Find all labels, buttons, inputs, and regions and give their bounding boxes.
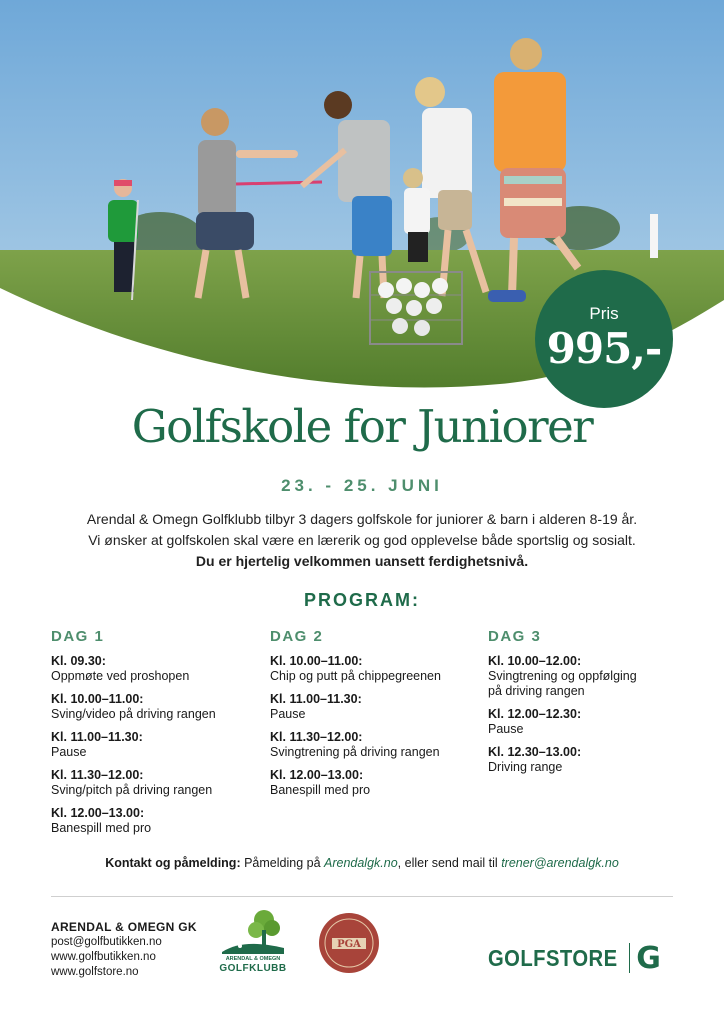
golfstore-divider bbox=[629, 943, 630, 973]
schedule-slot bbox=[488, 745, 698, 775]
schedule-slot bbox=[270, 692, 480, 722]
pga-seal-text: PGA bbox=[337, 939, 361, 950]
day-title: DAG 3 bbox=[488, 628, 542, 645]
day-title: DAG 1 bbox=[51, 628, 105, 645]
slot-time: Kl. 11.30–12.00: bbox=[51, 768, 144, 782]
footer-divider bbox=[51, 896, 673, 897]
slot-activity: Svingtrening på driving rangen bbox=[270, 745, 440, 759]
event-dates: 23. - 25. JUNI bbox=[281, 476, 443, 495]
slot-activity: Sving/pitch på driving rangen bbox=[51, 783, 213, 797]
slot-time: Kl. 11.00–11.30: bbox=[51, 730, 143, 744]
schedule-slot bbox=[51, 654, 261, 684]
tree-logo-icon bbox=[218, 908, 288, 958]
club-name: ARENDAL & OMEGN GK bbox=[51, 920, 197, 934]
schedule-slot bbox=[488, 654, 698, 699]
slot-activity: Pause bbox=[488, 722, 524, 736]
contact-text-1: Påmelding på bbox=[240, 856, 324, 870]
program-day-1 bbox=[51, 628, 261, 844]
slot-activity: Pause bbox=[270, 707, 306, 721]
slot-time: Kl. 10.00–12.00: bbox=[488, 654, 582, 668]
price-badge bbox=[535, 270, 673, 408]
schedule-slot bbox=[488, 707, 698, 737]
contact-label: Kontakt og påmelding: bbox=[105, 856, 241, 870]
slot-time: Kl. 11.30–12.00: bbox=[270, 730, 363, 744]
schedule-slot bbox=[270, 730, 480, 760]
schedule-slot bbox=[51, 806, 261, 836]
intro-line-1: Arendal & Omegn Golfklubb tilbyr 3 dagers golfskole for juniorer & barn i alderen 8-19 år. bbox=[86, 511, 638, 527]
schedule-slot bbox=[270, 768, 480, 798]
contact-text-2: , eller send mail til bbox=[397, 856, 502, 870]
golfstore-logo bbox=[488, 942, 661, 974]
program-day-2 bbox=[270, 628, 480, 806]
page-title: Golfskole for Juniorer bbox=[131, 400, 593, 453]
club-website-1[interactable]: www.golfbutikken.no bbox=[51, 951, 156, 963]
slot-time: Kl. 10.00–11.00: bbox=[270, 654, 363, 668]
club-website-2[interactable]: www.golfstore.no bbox=[51, 966, 139, 978]
slot-activity: Oppmøte ved proshopen bbox=[51, 669, 190, 683]
slot-activity: Sving/video på driving rangen bbox=[51, 707, 216, 721]
slot-activity: Pause bbox=[51, 745, 87, 759]
pga-seal bbox=[318, 912, 380, 974]
slot-time: Kl. 12.00–13.00: bbox=[270, 768, 364, 782]
pga-seal-icon bbox=[318, 912, 380, 974]
club-email[interactable]: post@golfbutikken.no bbox=[51, 936, 162, 948]
program-day-3 bbox=[488, 628, 698, 783]
slot-time: Kl. 09.30: bbox=[51, 654, 106, 668]
slot-time: Kl. 12.00–13.00: bbox=[51, 806, 145, 820]
trainer-email-link[interactable]: trener@arendalgk.no bbox=[501, 856, 619, 870]
price-value: 995,- bbox=[546, 324, 662, 373]
slot-time: Kl. 10.00–11.00: bbox=[51, 692, 144, 706]
price-label: Pris bbox=[589, 304, 619, 323]
schedule-slot bbox=[51, 768, 261, 798]
contact-line bbox=[0, 856, 724, 870]
club-logo-line-2: GOLFKLUBB bbox=[219, 963, 287, 974]
slot-activity: Driving range bbox=[488, 760, 563, 774]
registration-link[interactable]: Arendalgk.no bbox=[324, 856, 398, 870]
schedule-slot bbox=[51, 730, 261, 760]
slot-time: Kl. 11.00–11.30: bbox=[270, 692, 362, 706]
schedule-slot bbox=[51, 692, 261, 722]
slot-activity: Svingtrening og oppfølging på driving rangen bbox=[488, 669, 637, 698]
intro-text bbox=[30, 509, 694, 572]
golfstore-g-icon: G bbox=[636, 940, 661, 976]
club-logo-line-1: ARENDAL & OMEGN bbox=[225, 956, 281, 962]
day-title: DAG 2 bbox=[270, 628, 324, 645]
club-info bbox=[51, 920, 197, 980]
golfstore-wordmark: GOLFSTORE bbox=[488, 944, 618, 971]
intro-line-3: Du er hjertelig velkommen uansett ferdighetsnivå. bbox=[195, 553, 529, 569]
slot-activity: Chip og putt på chippegreenen bbox=[270, 669, 441, 683]
schedule-slot bbox=[270, 654, 480, 684]
slot-time: Kl. 12.00–12.30: bbox=[488, 707, 582, 721]
slot-activity: Banespill med pro bbox=[270, 783, 371, 797]
intro-line-2: Vi ønsker at golfskolen skal være en lærerik og god opplevelse både sportslig og sosialt. bbox=[88, 532, 636, 548]
slot-activity: Banespill med pro bbox=[51, 821, 152, 835]
program-heading: PROGRAM: bbox=[304, 590, 420, 610]
slot-time: Kl. 12.30–13.00: bbox=[488, 745, 582, 759]
